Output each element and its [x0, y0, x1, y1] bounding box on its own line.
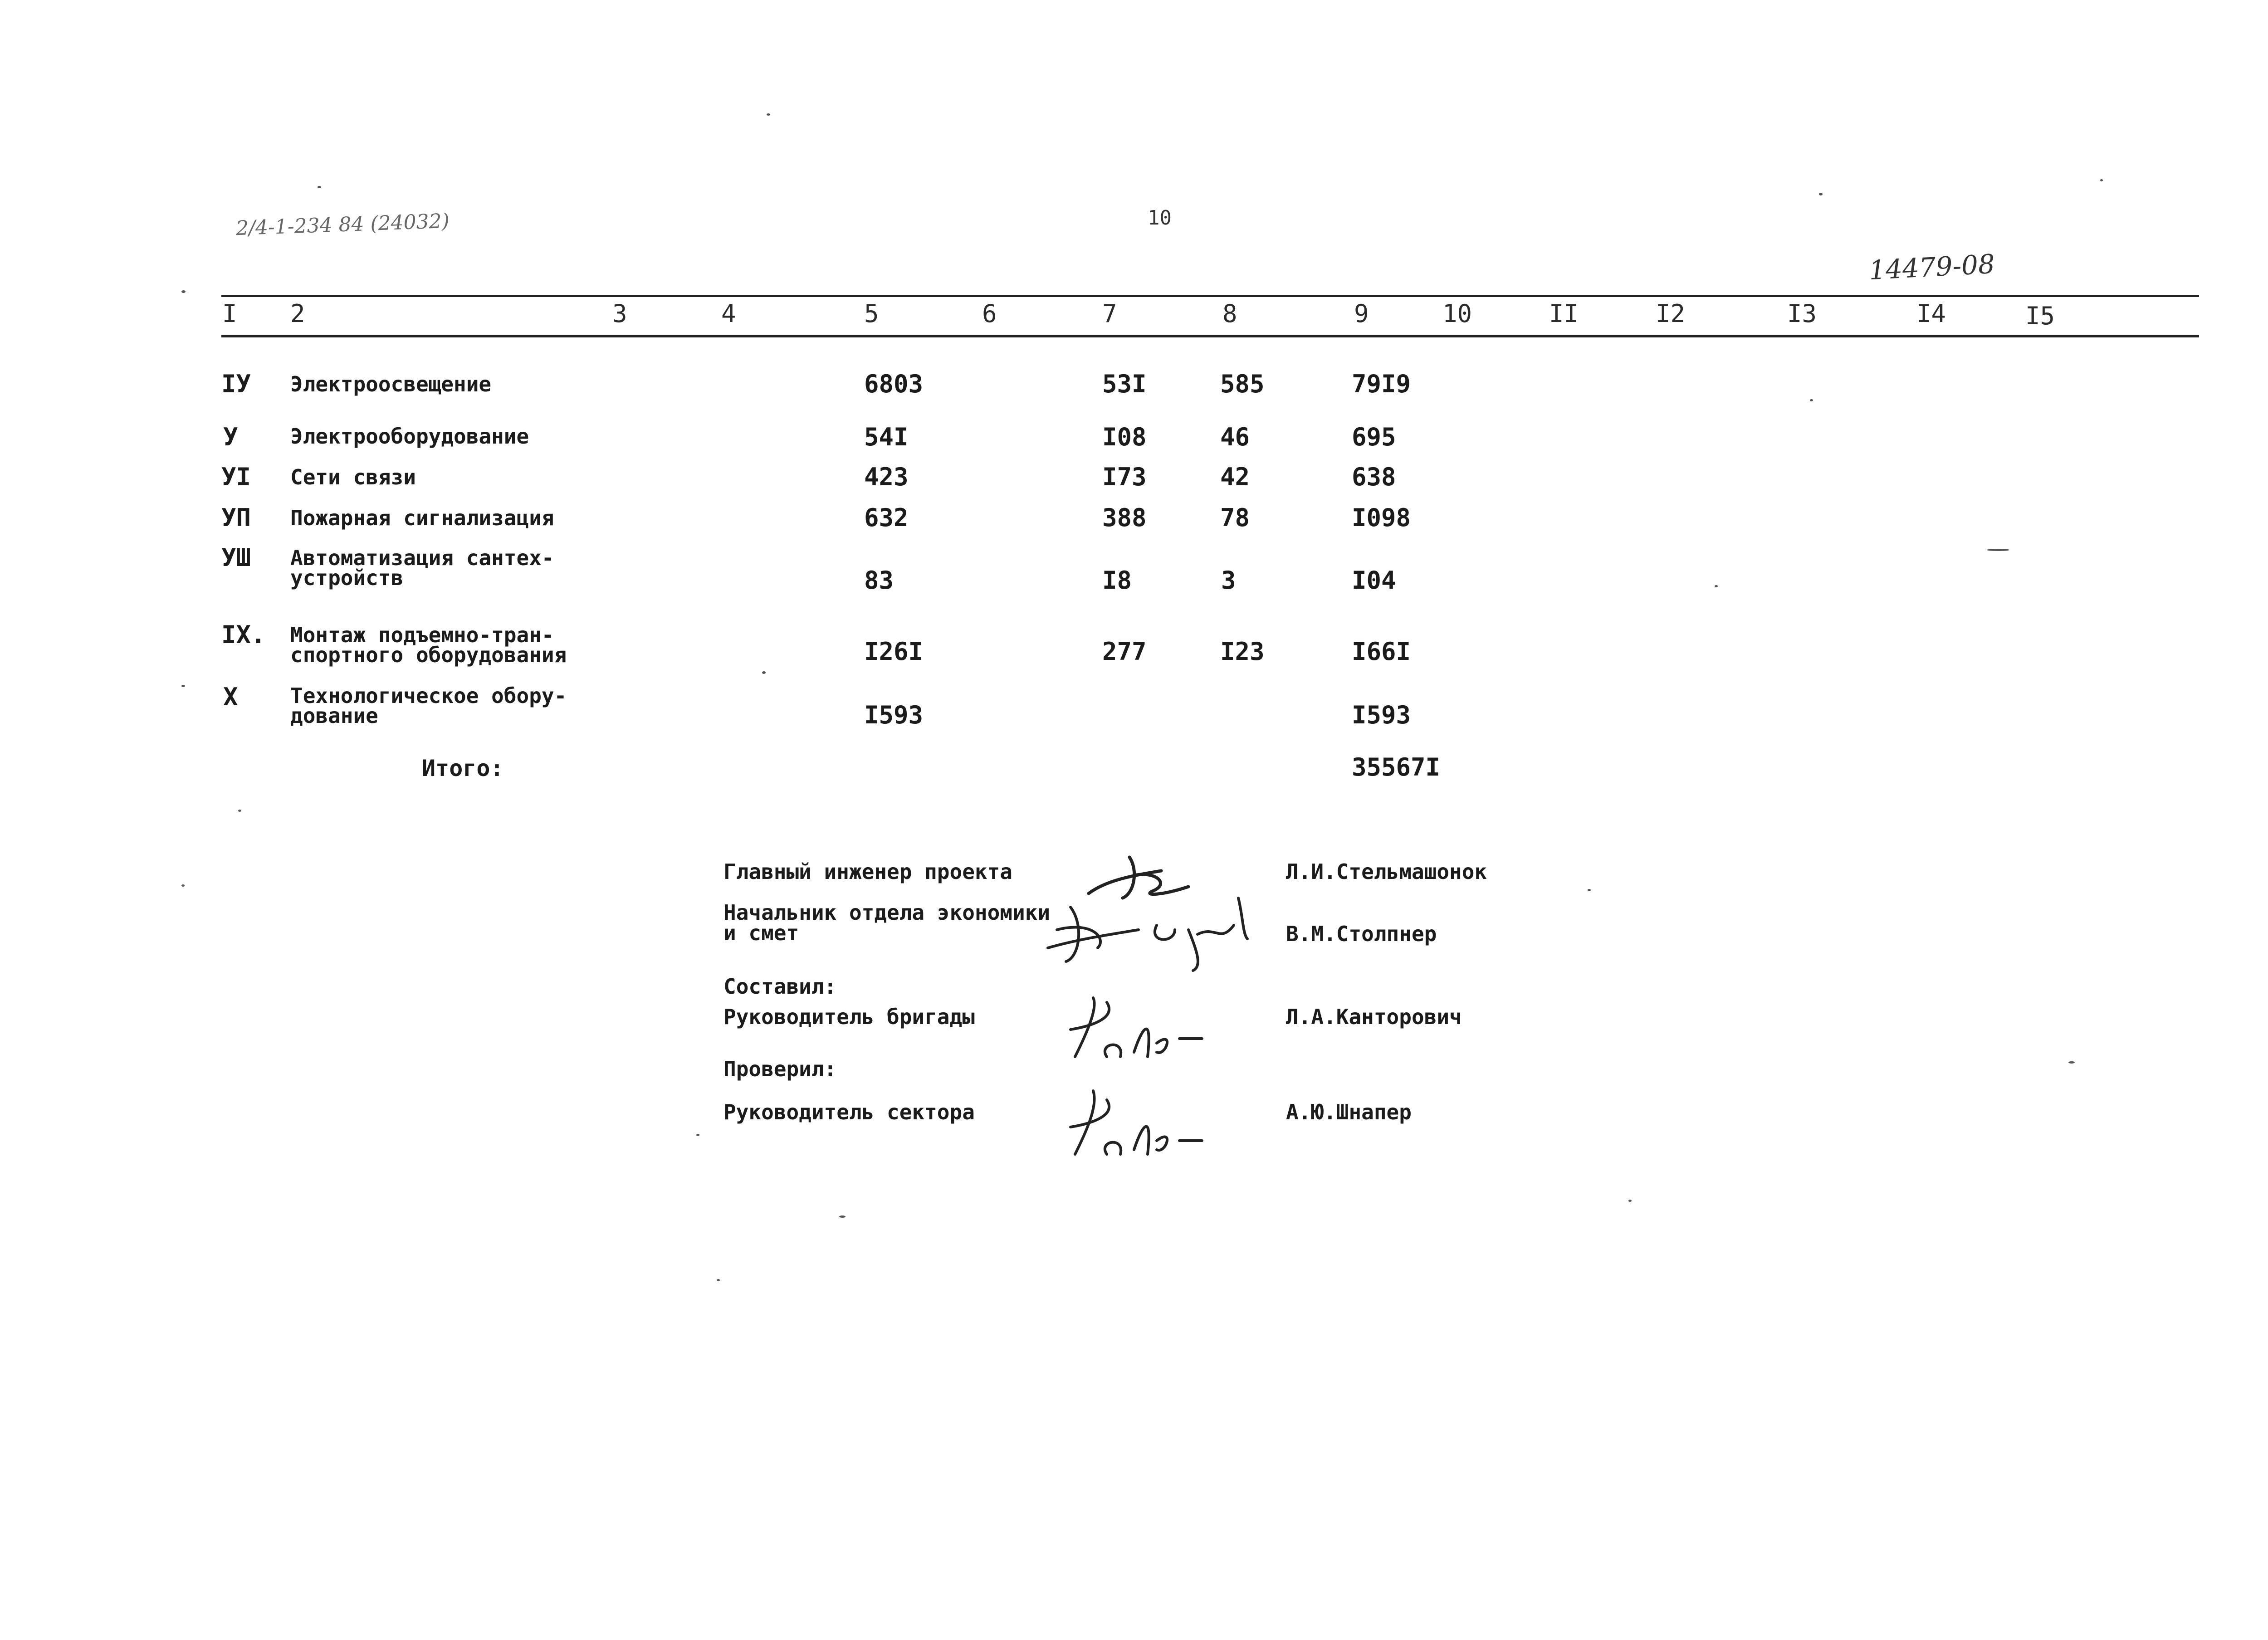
row-title: Технологическое обору- дование — [290, 683, 567, 728]
sector-head-label: Руководитель сектора — [723, 1100, 975, 1124]
scan-speck — [767, 113, 770, 116]
row-title: Электроосвещение — [290, 372, 492, 396]
chief-engineer-label: Главный инженер проекта — [723, 859, 1012, 884]
cell-col8: 42 — [1220, 463, 1250, 491]
cell-col7: I08 — [1102, 423, 1147, 451]
head-economics-signature — [1039, 889, 1275, 980]
column-header: 8 — [1222, 299, 1237, 328]
column-header: 7 — [1102, 299, 1117, 328]
scan-speck — [181, 290, 186, 293]
sector-head-signature — [1057, 1082, 1220, 1163]
row-title: Пожарная сигнализация — [290, 506, 554, 530]
checked-label: Проверил: — [723, 1057, 837, 1081]
row-number: IУ — [221, 370, 251, 398]
scan-speck — [2100, 179, 2103, 181]
scan-speck — [238, 810, 241, 812]
column-header: 5 — [864, 299, 879, 328]
scan-speck — [181, 884, 185, 887]
scan-speck — [717, 1279, 720, 1281]
cell-col8: 3 — [1221, 566, 1236, 595]
row-title: Сети связи — [290, 465, 416, 489]
cell-col5: 54I — [864, 423, 909, 451]
chief-engineer-name: Л.И.Стельмашонок — [1286, 859, 1487, 884]
cell-col9: 695 — [1352, 423, 1396, 451]
team-leader-label: Руководитель бригады — [723, 1005, 975, 1029]
row-number: УП — [221, 503, 251, 532]
cell-col7: 53I — [1102, 370, 1147, 398]
cell-col9: 79I9 — [1352, 370, 1411, 398]
scan-speck — [1810, 399, 1813, 401]
row-number: УШ — [221, 543, 251, 572]
scan-speck — [1819, 193, 1823, 195]
team-leader-signature — [1057, 989, 1220, 1070]
compiled-label: Составил: — [723, 974, 837, 999]
head-economics-label: Начальник отдела экономики — [723, 900, 1051, 925]
cell-col5: I593 — [864, 701, 924, 729]
cell-col8: 78 — [1220, 503, 1250, 532]
total-label: Итого: — [422, 755, 504, 781]
sector-head-name: А.Ю.Шнапер — [1286, 1100, 1412, 1124]
column-header: 3 — [612, 299, 627, 328]
cell-col9: 638 — [1352, 463, 1396, 491]
cell-col5: 632 — [864, 503, 909, 532]
cell-col8: 585 — [1220, 370, 1265, 398]
cell-col5: 6803 — [864, 370, 924, 398]
cell-col8: 46 — [1220, 423, 1250, 451]
cell-col7: I73 — [1102, 463, 1147, 491]
row-title: Электрооборудование — [290, 424, 529, 449]
scan-speck — [1715, 585, 1718, 587]
cell-col9: I04 — [1352, 566, 1396, 595]
scan-speck — [2068, 1061, 2075, 1064]
document-reference-left: 2/4-1-234 84 (24032) — [235, 209, 450, 240]
row-number: У — [223, 423, 238, 451]
cell-col9: I098 — [1352, 503, 1411, 532]
cell-col8: I23 — [1220, 637, 1265, 666]
row-number: X — [223, 683, 238, 711]
total-value: 35567I — [1352, 753, 1441, 781]
column-header: I — [222, 299, 237, 328]
cell-col5: 423 — [864, 463, 909, 491]
column-header: I2 — [1656, 299, 1686, 328]
cell-col7: I8 — [1102, 566, 1132, 595]
cell-col9: I593 — [1352, 701, 1411, 729]
column-header: II — [1549, 299, 1579, 328]
cell-col5: I26I — [864, 637, 924, 666]
row-title: Автоматизация сантех- устройств — [290, 546, 554, 590]
cell-col7: 388 — [1102, 503, 1147, 532]
scan-speck — [839, 1215, 846, 1218]
column-header: I3 — [1787, 299, 1817, 328]
column-header: 4 — [721, 299, 736, 328]
team-leader-name: Л.А.Канторович — [1286, 1005, 1462, 1029]
column-header: 9 — [1354, 299, 1369, 328]
scan-speck — [696, 1134, 699, 1136]
head-economics-name: В.М.Столпнер — [1286, 922, 1437, 946]
cell-col9: I66I — [1352, 637, 1411, 666]
column-header: I5 — [2025, 302, 2055, 330]
scan-speck — [1628, 1200, 1632, 1202]
table-header-bottom-rule — [221, 335, 2199, 337]
column-header: 10 — [1442, 299, 1472, 328]
column-header: I4 — [1916, 299, 1946, 328]
document-reference-right: 14479-08 — [1868, 248, 1996, 286]
cell-col7: 277 — [1102, 637, 1147, 666]
table-top-rule — [221, 295, 2199, 297]
row-title: Монтаж подъемно-тран- спортного оборудования — [290, 623, 567, 667]
cell-col5: 83 — [864, 566, 894, 595]
row-number: IX. — [221, 620, 266, 649]
column-header: 2 — [290, 299, 305, 328]
page-number: 10 — [1148, 206, 1172, 229]
scan-speck — [181, 685, 185, 687]
scan-speck — [1987, 549, 2009, 551]
scan-speck — [318, 186, 321, 188]
scan-speck — [762, 671, 766, 674]
scan-speck — [1588, 889, 1591, 891]
head-economics-label-line2: и смет — [723, 921, 799, 945]
column-header: 6 — [982, 299, 997, 328]
row-number: УI — [221, 463, 251, 491]
